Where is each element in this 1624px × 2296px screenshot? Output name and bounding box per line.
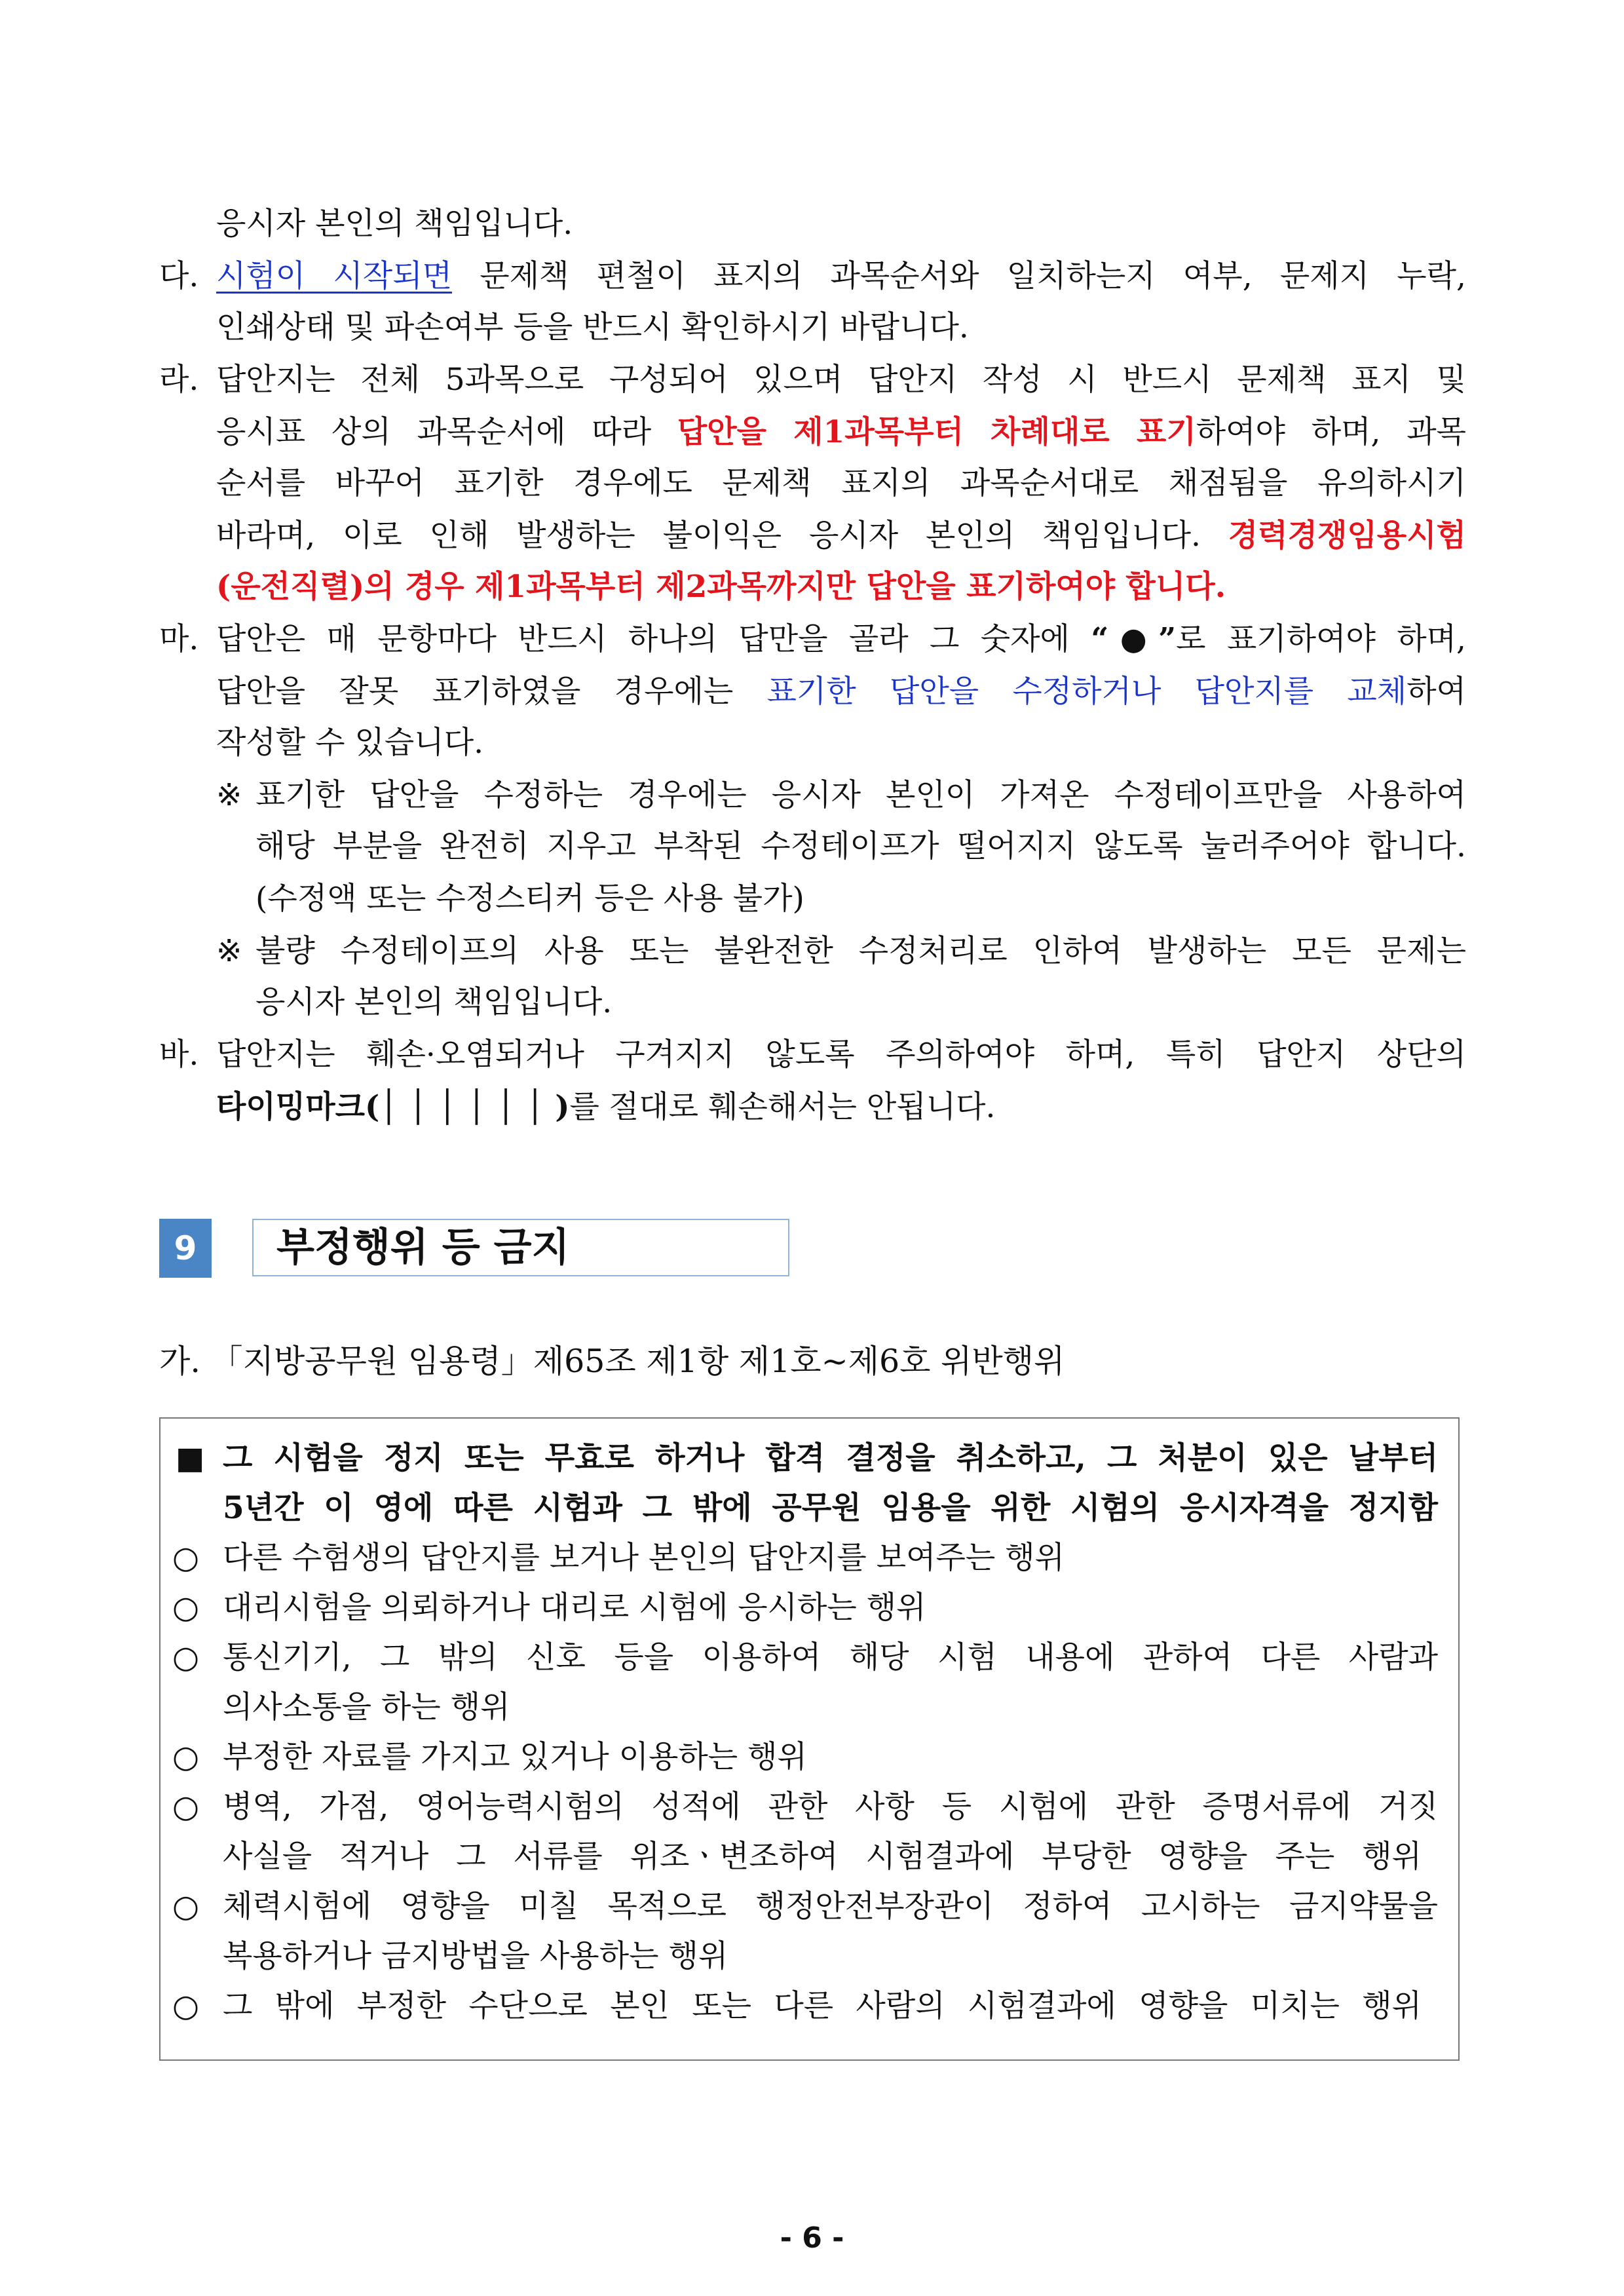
text-line: 작성할 수 있습니다. — [216, 725, 484, 761]
text-span: 를 절대로 훼손해서는 안됩니다. — [569, 1089, 996, 1125]
text-line: 순서를 바꾸어 표기한 경우에도 문제책 표지의 과목순서대로 채점됨을 유의하시기 — [216, 465, 1466, 501]
list-item: 그 밖에 부정한 수단으로 본인 또는 다른 사람의 시험결과에 영향을 미치는 행위 — [223, 1988, 1422, 2024]
circle-bullet: ○ — [172, 1739, 200, 1775]
list-item-cont: 사실을 적거나 그 서류를 위조ㆍ변조하여 시험결과에 부당한 영향을 주는 행위 — [223, 1839, 1422, 1875]
text-line: (수정액 또는 수정스티커 등은 사용 불가) — [255, 881, 804, 917]
circle-bullet: ○ — [172, 1540, 200, 1576]
text-line: 해당 부분을 완전히 지우고 부착된 수정테이프가 떨어지지 않도록 눌러주어야 합니다. — [255, 828, 1466, 864]
text-span: 답안을 잘못 표기하였을 경우에는 — [216, 674, 767, 710]
subsection-heading: 가. 「지방공무원 임용령」제65조 제1항 제1호~제6호 위반행위 — [159, 1343, 1065, 1380]
circle-bullet: ○ — [172, 1888, 200, 1924]
text-span: 로 표기하여야 하며, — [1176, 621, 1466, 657]
text-span: 바라며, 이로 인해 발생하는 불이익은 응시자 본인의 책임입니다. — [216, 518, 1228, 554]
list-item: 체력시험에 영향을 미칠 목적으로 행정안전부장관이 정하여 고시하는 금지약물을 — [223, 1888, 1438, 1924]
timing-mark-text: 타이밍마크(│ │ │ │ │ │ ) — [216, 1089, 570, 1125]
text-line: 답안지는 훼손·오염되거나 구겨지지 않도록 주의하여야 하며, 특히 답안지 상단의 — [216, 1037, 1466, 1073]
section-title: 부정행위 등 금지 — [252, 1219, 789, 1276]
box-heading-line: 그 시험을 정지 또는 무효로 하거나 합격 결정을 취소하고, 그 처분이 있은 날부터 — [223, 1440, 1438, 1476]
list-item: 병역, 가점, 영어능력시험의 성적에 관한 사항 등 시험에 관한 증명서류에 거짓 — [223, 1789, 1438, 1825]
text-span: 하여야 하며, 과목 — [1196, 414, 1466, 450]
highlight-red: 답안을 제1과목부터 차례대로 표기 — [677, 414, 1196, 450]
list-item-cont: 의사소통을 하는 행위 — [223, 1689, 510, 1725]
text-line — [216, 257, 1466, 296]
text-line — [216, 672, 1466, 712]
item-marker-ba: 바. — [159, 1037, 199, 1073]
note-mark: ※ — [216, 933, 242, 969]
list-item: 통신기기, 그 밖의 신호 등을 이용하여 해당 시험 내용에 관하여 다른 사람과 — [223, 1639, 1438, 1675]
item-marker-ra: 라. — [159, 362, 199, 398]
circle-bullet: ○ — [172, 1590, 200, 1626]
list-item: 대리시험을 의뢰하거나 대리로 시험에 응시하는 행위 — [223, 1590, 926, 1626]
circle-bullet: ○ — [172, 1988, 200, 2024]
list-item: 부정한 자료를 가지고 있거나 이용하는 행위 — [223, 1739, 807, 1775]
text-span: 문제책 편철이 표지의 과목순서와 일치하는지 여부, 문제지 누락, — [452, 258, 1466, 294]
text-line — [216, 413, 1466, 452]
item-marker-da: 다. — [159, 258, 199, 294]
square-bullet: ■ — [176, 1440, 205, 1476]
text-line: 인쇄상태 및 파손여부 등을 반드시 확인하시기 바랍니다. — [216, 309, 969, 345]
highlight-blue: 표기한 답안을 수정하거나 답안지를 교체 — [766, 674, 1407, 710]
section-number: 9 — [159, 1219, 212, 1278]
page-number: - 6 - — [780, 2221, 844, 2255]
highlight-blue: 시험이 시작되면 — [216, 258, 453, 294]
answer-mark: “●” — [1091, 621, 1177, 657]
text-line: 불량 수정테이프의 사용 또는 불완전한 수정처리로 인하여 발생하는 모든 문제는 — [255, 933, 1466, 969]
text-span: 하여 — [1407, 674, 1467, 710]
text-line: 답안지는 전체 5과목으로 구성되어 있으며 답안지 작성 시 반드시 문제책 표지 및 — [216, 362, 1466, 398]
text-span: 응시표 상의 과목순서에 따라 — [216, 414, 677, 450]
list-item-cont: 복용하거나 금지방법을 사용하는 행위 — [223, 1938, 728, 1974]
circle-bullet: ○ — [172, 1639, 200, 1675]
text-line: 표기한 답안을 수정하는 경우에는 응시자 본인이 가져온 수정테이프만을 사용하여 — [255, 777, 1466, 813]
list-item: 다른 수험생의 답안지를 보거나 본인의 답안지를 보여주는 행위 — [223, 1540, 1065, 1576]
highlight-red: (운전직렬)의 경우 제1과목부터 제2과목까지만 답안을 표기하여야 합니다. — [216, 569, 1226, 605]
circle-bullet: ○ — [172, 1789, 200, 1825]
item-marker-ma: 마. — [159, 621, 199, 657]
text-line: 응시자 본인의 책임입니다. — [216, 206, 573, 242]
box-heading-line: 5년간 이 영에 따른 시험과 그 밖에 공무원 임용을 위한 시험의 응시자격을 정지함 — [223, 1490, 1438, 1526]
text-line — [216, 1088, 995, 1127]
text-line: 응시자 본인의 책임입니다. — [255, 984, 613, 1020]
highlight-red: 경력경쟁임용시험 — [1228, 518, 1466, 554]
text-span: 답안은 매 문항마다 반드시 하나의 답만을 골라 그 숫자에 — [216, 621, 1091, 657]
text-line — [216, 516, 1466, 556]
note-mark: ※ — [216, 777, 242, 813]
text-line — [216, 620, 1466, 659]
